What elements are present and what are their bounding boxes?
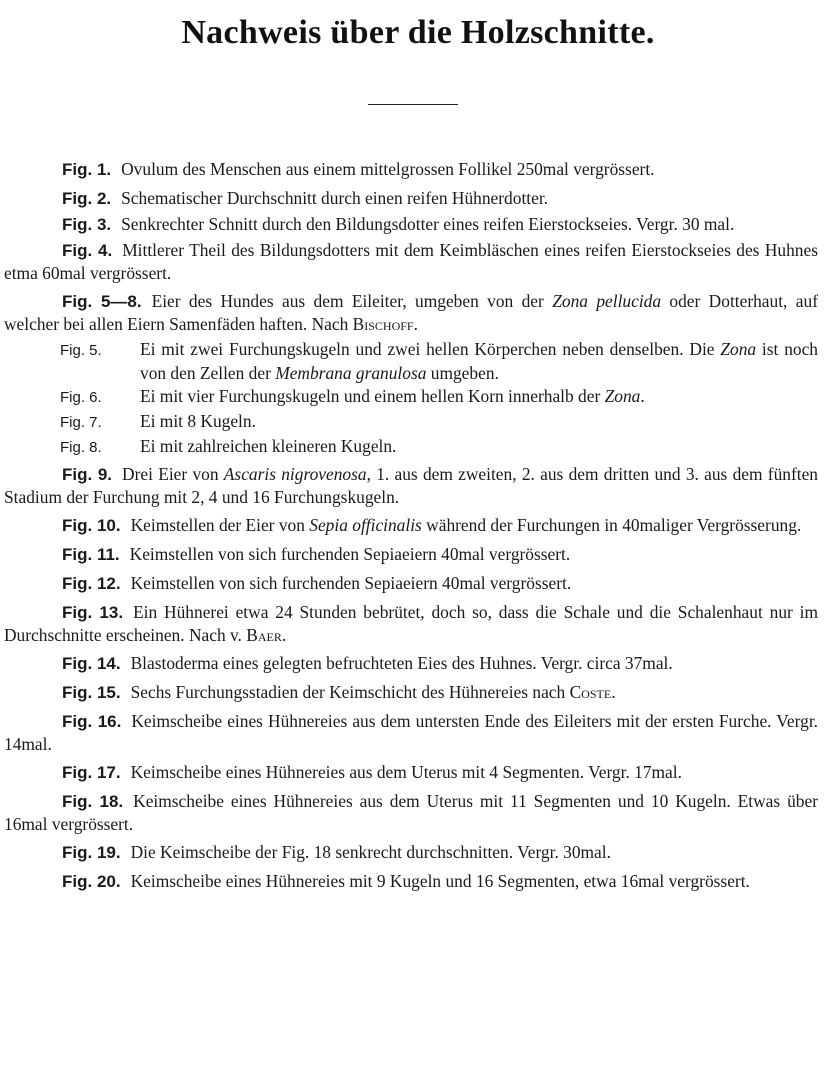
figure-label: Fig. 13. (62, 603, 124, 622)
figure-caption: während der Furchungen in 40maliger Vergrösserung. (421, 515, 802, 535)
figure-caption: Senkrechter Schnitt durch den Bildungsdotter eines reifen Eierstockseies. Vergr. 30 mal. (121, 214, 735, 234)
figure-caption: Keimstellen von sich furchenden Sepiaeiern 40mal vergrössert. (130, 573, 572, 593)
page-title: Nachweis über die Holzschnitte. (181, 14, 655, 51)
title-rule (368, 104, 458, 105)
author-name: Bischoff (352, 314, 414, 334)
figure-entry-12 (4, 572, 818, 595)
author-name: Coste (569, 682, 612, 702)
figure-caption: . (640, 386, 645, 406)
figure-entry-20 (4, 870, 818, 893)
figure-label: Fig. 18. (62, 792, 124, 811)
figure-entry-1 (4, 158, 818, 181)
figure-caption: oder Dotterhaut, auf welcher bei allen Eiern Samenfäden haften. Nach (4, 291, 818, 334)
figure-caption: Die Keimscheibe der Fig. 18 senkrecht durchschnitten. Vergr. 30mal. (130, 842, 611, 862)
figure-caption: Blastoderma eines gelegten befruchteten Eies des Huhnes. Vergr. circa 37mal. (130, 653, 673, 673)
figure-entry-18 (4, 790, 818, 835)
figure-entry-4 (4, 239, 818, 284)
figure-entry-14 (4, 652, 818, 675)
figure-caption: . (281, 625, 287, 645)
figure-entry-3 (4, 213, 818, 236)
figure-caption: Keimscheibe eines Hühnereies aus dem untersten Ende des Eileiters mit der ersten Furche. Vergr. 14mal. (4, 711, 818, 754)
figure-caption: Ovulum des Menschen aus einem mittelgrossen Follikel 250mal vergrössert. (121, 159, 655, 179)
sub-figure-entry-8 (4, 435, 818, 459)
figure-label: Fig. 11. (62, 545, 120, 564)
figure-entry-2 (4, 187, 818, 210)
figure-caption: . (611, 682, 616, 702)
figure-caption: Ei mit zwei Furchungskugeln und zwei hellen Körperchen neben denselben. Die (140, 339, 721, 359)
sub-figure-label: Fig. 8. (60, 439, 102, 456)
sub-figure-entry-5 (4, 338, 818, 384)
figure-label: Fig. 4. (62, 241, 113, 260)
figure-list (4, 158, 818, 899)
figure-label: Fig. 16. (62, 712, 122, 731)
figure-caption: Ei mit zahlreichen kleineren Kugeln. (140, 436, 397, 456)
figure-caption-italic: Ascaris nigrovenosa (223, 464, 367, 484)
figure-label: Fig. 9. (62, 465, 113, 484)
figure-caption: , 1. aus dem zweiten, 2. aus dem dritten und 3. aus dem fünften Stadium der Furchung mit 2, 4 und 16 Furchungskugeln. (4, 464, 818, 507)
figure-entry-13 (4, 601, 818, 646)
figure-entry-17 (4, 761, 818, 784)
figure-caption-italic: Zona (720, 339, 757, 359)
figure-caption: Schematischer Durchschnitt durch einen reifen Hühnerdotter. (121, 188, 549, 208)
figure-caption: Keimscheibe eines Hühnereies mit 9 Kugeln und 16 Segmenten, etwa 16mal vergrössert. (130, 871, 750, 891)
figure-caption: Drei Eier von (122, 464, 224, 484)
figure-caption: Keimstellen von sich furchenden Sepiaeiern 40mal vergrössert. (129, 544, 571, 564)
figure-entry-19 (4, 841, 818, 864)
figure-caption-italic: Zona pellucida (552, 291, 662, 311)
figure-caption: Keimstellen der Eier von (130, 515, 310, 535)
figure-caption: Keimscheibe eines Hühnereies aus dem Uterus mit 4 Segmenten. Vergr. 17mal. (130, 762, 682, 782)
figure-caption: Ei mit 8 Kugeln. (140, 411, 256, 431)
sub-figure-label: Fig. 6. (60, 389, 102, 406)
figure-caption: Keimscheibe eines Hühnereies aus dem Uterus mit 11 Segmenten und 10 Kugeln. Etwas über 16mal vergrössert. (4, 791, 818, 834)
sub-figure-label: Fig. 7. (60, 414, 102, 431)
figure-label: Fig. 17. (62, 763, 121, 782)
figure-entry-15 (4, 681, 818, 704)
figure-caption-italic: Zona (604, 386, 641, 406)
figure-label: Fig. 1. (62, 160, 112, 179)
author-name: Baer (246, 625, 282, 645)
figure-caption: Sechs Furchungsstadien der Keimschicht des Hühnereies nach (130, 682, 570, 702)
sub-figure-entry-7 (4, 410, 818, 434)
figure-label: Fig. 3. (62, 215, 112, 234)
figure-label: Fig. 19. (62, 843, 121, 862)
figure-label: Fig. 12. (62, 574, 121, 593)
figure-label: Fig. 5—8. (62, 292, 142, 311)
figure-caption: Eier des Hundes aus dem Eileiter, umgeben von der (151, 291, 553, 311)
figure-entry-9 (4, 463, 818, 508)
figure-entry-11 (4, 543, 818, 566)
figure-caption-italic: Membrana granulosa (275, 363, 427, 383)
figure-caption: umgeben. (426, 363, 499, 383)
figure-entry-10 (4, 514, 818, 537)
figure-caption: Ei mit vier Furchungskugeln und einem hellen Korn innerhalb der (140, 386, 605, 406)
figure-caption: ist noch von den Zellen der (140, 339, 818, 383)
sub-figure-label: Fig. 5. (60, 342, 102, 359)
figure-caption-italic: Sepia officinalis (309, 515, 422, 535)
figure-label: Fig. 10. (62, 516, 121, 535)
figure-caption: . (413, 314, 418, 334)
figure-label: Fig. 20. (62, 872, 121, 891)
figure-label: Fig. 2. (62, 189, 112, 208)
figure-entry-5-8 (4, 290, 818, 335)
figure-label: Fig. 14. (62, 654, 121, 673)
figure-label: Fig. 15. (62, 683, 121, 702)
sub-figure-entry-6 (4, 385, 818, 409)
figure-entry-16 (4, 710, 818, 755)
figure-caption: Ein Hühnerei etwa 24 Stunden bebrütet, doch so, dass die Schale und die Schalenhaut nur im Durchschnitte erscheinen. Nach v. (4, 602, 818, 645)
figure-caption: Mittlerer Theil des Bildungsdotters mit dem Keimbläschen eines reifen Eierstockseies des Huhnes etma 60mal vergrössert. (4, 240, 818, 283)
